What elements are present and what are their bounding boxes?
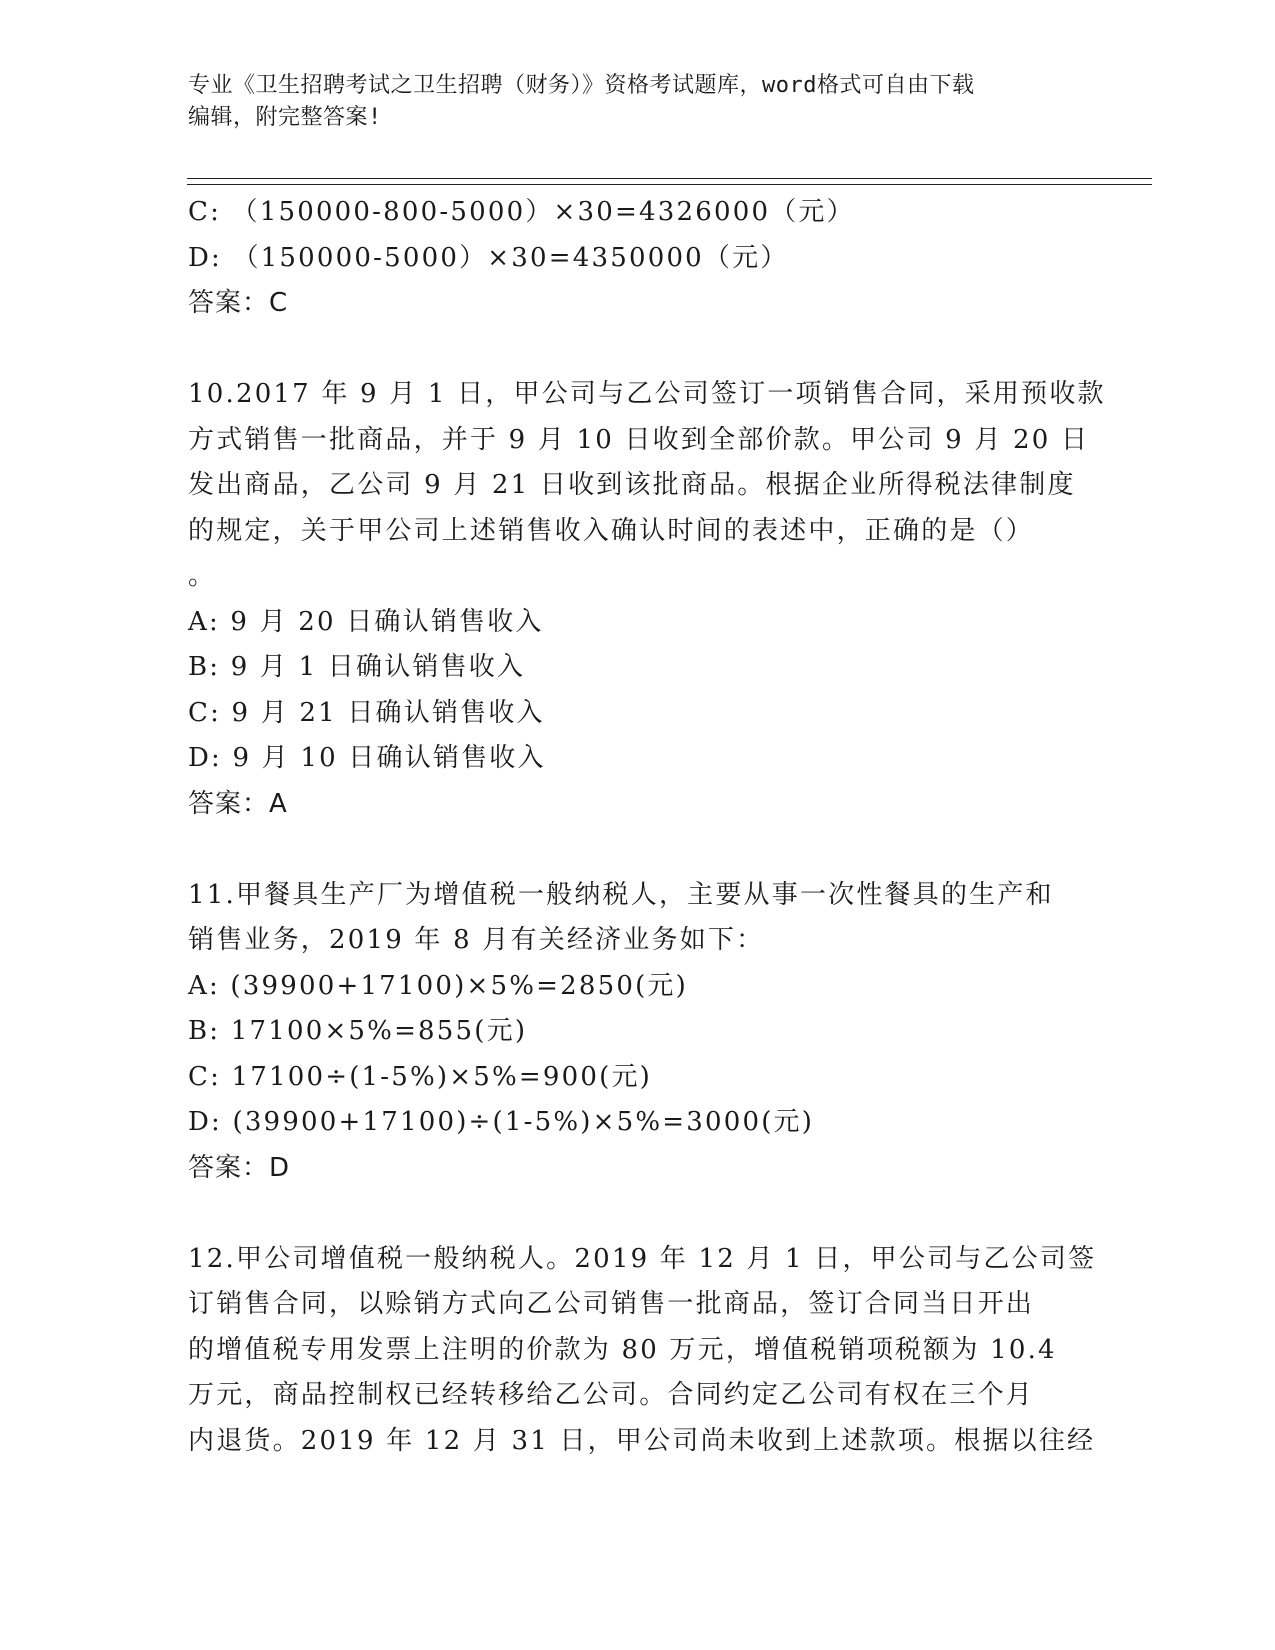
q10-option-a: A: 9 月 20 日确认销售收入 xyxy=(188,606,544,637)
q12-stem-line: 的增值税专用发票上注明的价款为 80 万元，增值税销项税额为 10.4 xyxy=(188,1334,1057,1365)
q12-stem-line: 万元，商品控制权已经转移给乙公司。合同约定乙公司有权在三个月 xyxy=(188,1380,1035,1410)
page-header xyxy=(188,70,1088,134)
q11-option-a: A: (39900+17100)×5%=2850(元) xyxy=(188,970,688,1001)
q10-stem-line: 。 xyxy=(188,561,217,591)
q9-answer: 答案：C xyxy=(188,288,289,318)
header-title-line-2: 编辑，附完整答案! xyxy=(188,105,382,130)
question-content xyxy=(188,190,1106,1464)
header-rule-bottom xyxy=(187,184,1152,185)
q10-stem-line: 方式销售一批商品，并于 9 月 10 日收到全部价款。甲公司 9 月 20 日 xyxy=(188,424,1090,455)
q10-stem-line: 发出商品，乙公司 9 月 21 日收到该批商品。根据企业所得税法律制度 xyxy=(188,470,1076,500)
q12-stem-line: 订销售合同，以赊销方式向乙公司销售一批商品，签订合同当日开出 xyxy=(188,1289,1035,1319)
spacer xyxy=(188,327,1088,373)
q12-stem-line: 12.甲公司增值税一般纳税人。2019 年 12 月 1 日，甲公司与乙公司签 xyxy=(188,1243,1097,1274)
q10-answer: 答案：A xyxy=(188,788,288,819)
spacer xyxy=(188,1191,1088,1237)
q12-stem-line: 内退货。2019 年 12 月 31 日，甲公司尚未收到上述款项。根据以往经 xyxy=(188,1425,1096,1456)
question-12 xyxy=(188,1237,1097,1465)
q11-stem-line: 11.甲餐具生产厂为增值税一般纳税人，主要从事一次性餐具的生产和 xyxy=(188,879,1054,910)
q10-option-b: B: 9 月 1 日确认销售收入 xyxy=(188,652,526,682)
q10-option-d: D: 9 月 10 日确认销售收入 xyxy=(188,743,546,773)
q9-option-d: D: （150000-5000）×30=4350000（元） xyxy=(188,242,789,273)
question-11 xyxy=(188,873,1088,1192)
q11-option-c: C: 17100÷(1-5%)×5%=900(元) xyxy=(188,1061,653,1092)
q10-stem-line: 10.2017 年 9 月 1 日，甲公司与乙公司签订一项销售合同，采用预收款 xyxy=(188,379,1106,409)
q11-answer: 答案：D xyxy=(188,1152,291,1183)
header-rule-top xyxy=(187,178,1152,179)
q11-stem-line: 销售业务，2019 年 8 月有关经济业务如下： xyxy=(188,925,765,955)
spacer xyxy=(188,827,1088,873)
q9-option-c: C: （150000-800-5000）×30=4326000（元） xyxy=(188,197,855,227)
q11-option-b: B: 17100×5%=855(元) xyxy=(188,1016,528,1046)
q11-option-d: D: (39900+17100)÷(1-5%)×5%=3000(元) xyxy=(188,1107,815,1137)
question-10 xyxy=(188,372,1106,827)
q10-option-c: C: 9 月 21 日确认销售收入 xyxy=(188,697,545,728)
question-9-tail xyxy=(188,190,1088,327)
q10-stem-line: 的规定，关于甲公司上述销售收入确认时间的表述中，正确的是（） xyxy=(188,515,1035,546)
header-title-line-1: 专业《卫生招聘考试之卫生招聘（财务）》资格考试题库，word格式可自由下载 xyxy=(188,73,975,98)
